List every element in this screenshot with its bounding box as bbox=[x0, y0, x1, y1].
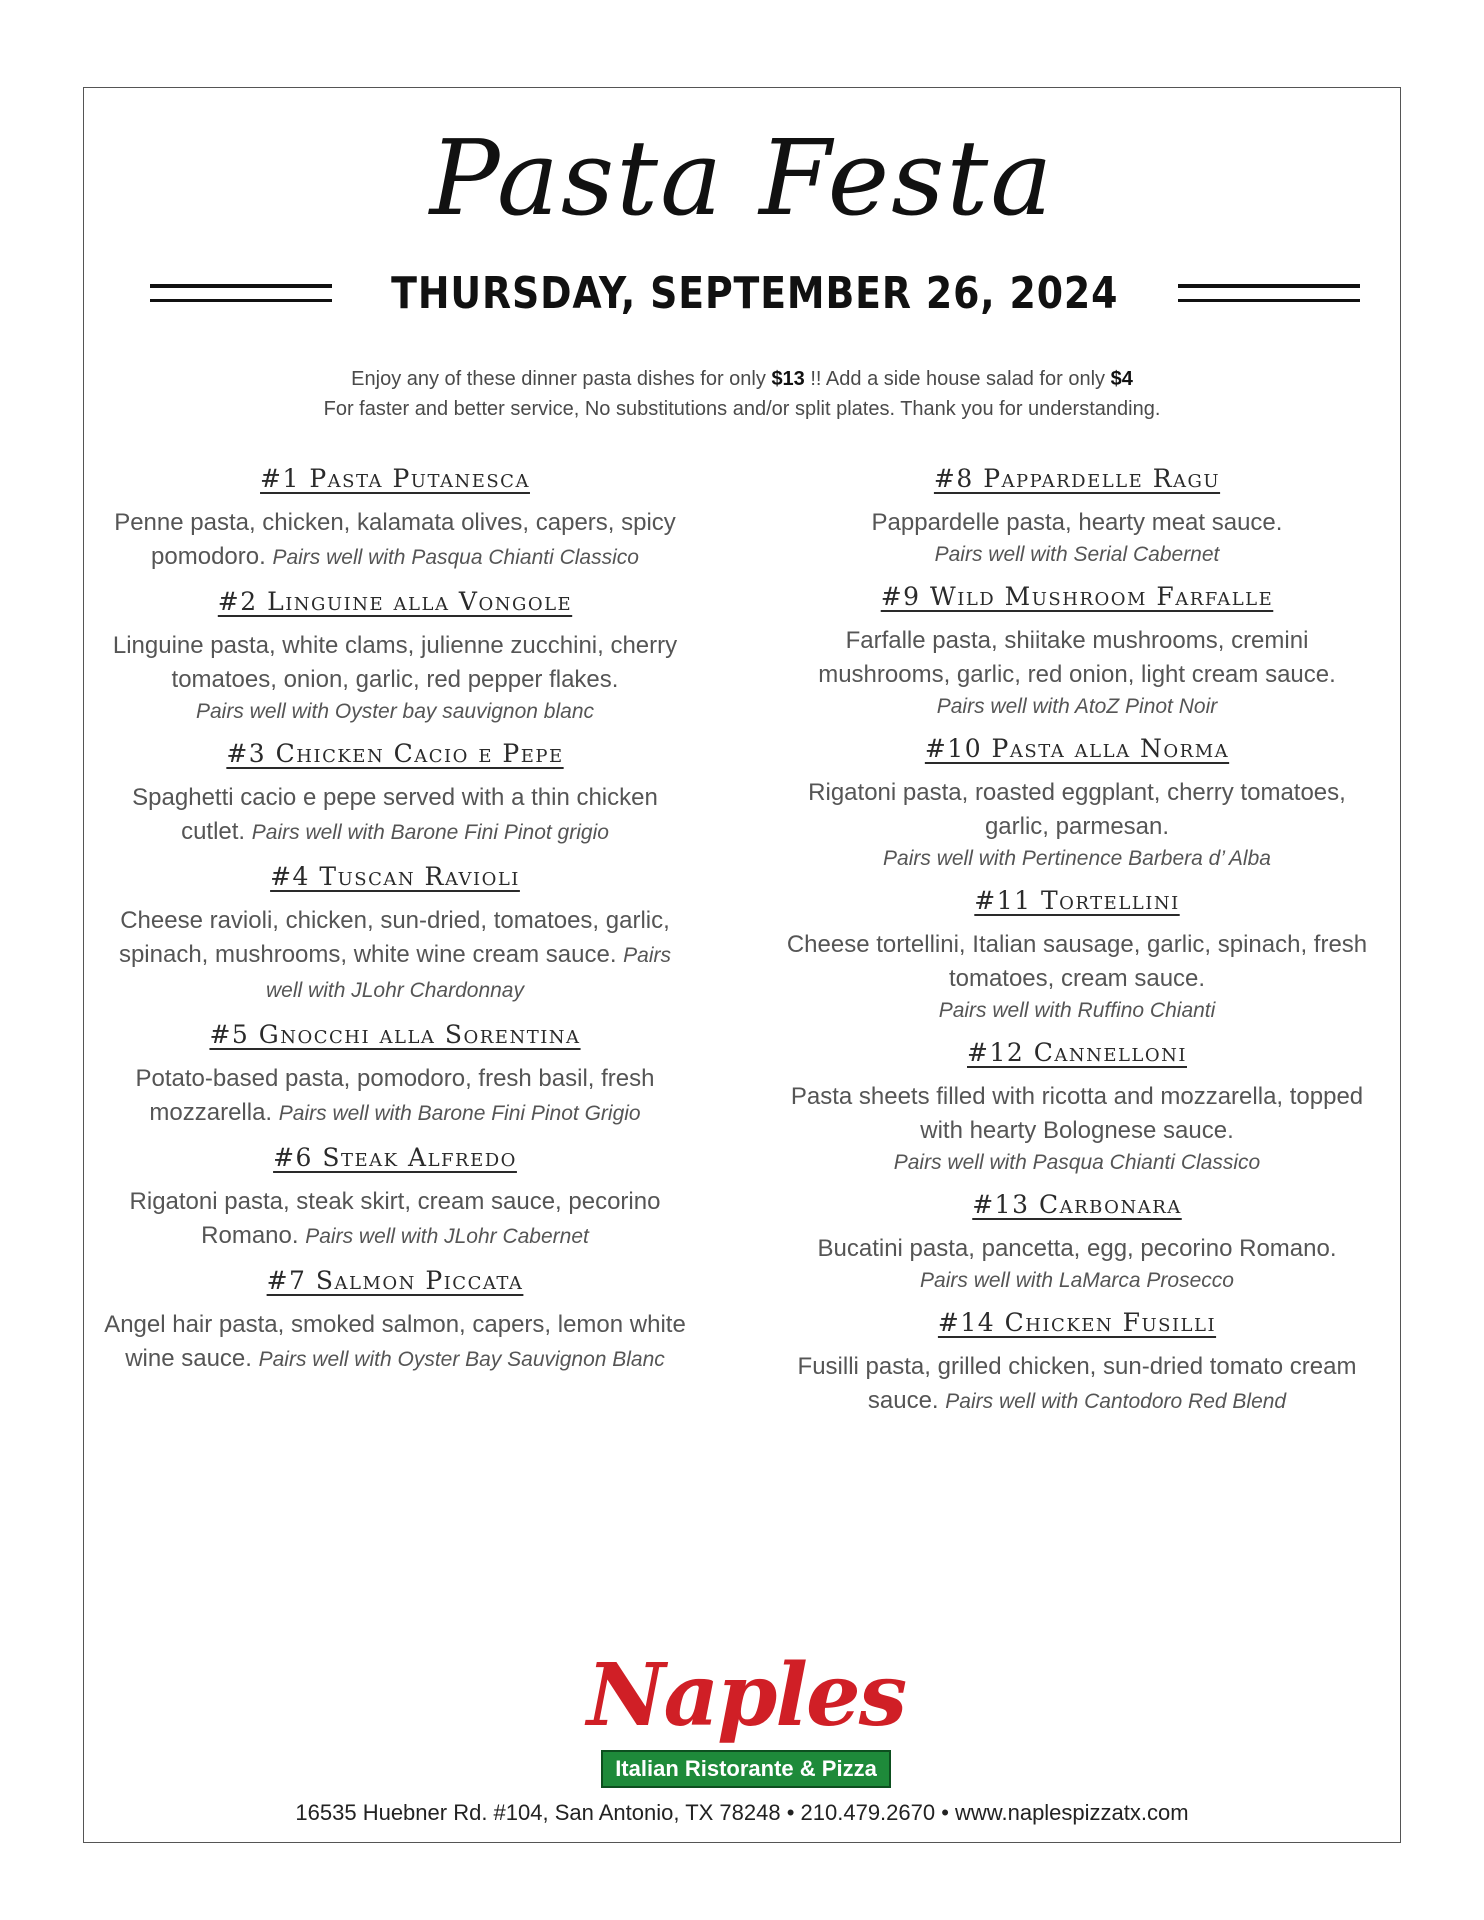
wine-pairing: Pairs well with JLohr Cabernet bbox=[305, 1225, 589, 1248]
wine-pairing: Pairs well with JLohr Chardonnay bbox=[266, 944, 672, 1002]
menu-item bbox=[95, 462, 695, 575]
intro-line-1: Enjoy any of these dinner pasta dishes for only $13 !! Add a side house salad for only $4 bbox=[351, 368, 1133, 390]
menu-item-description: Farfalle pasta, shiitake mushrooms, cremini mushrooms, garlic, red onion, light cream sauce. bbox=[818, 627, 1336, 688]
menu-item-description: Pappardelle pasta, hearty meat sauce. bbox=[871, 509, 1283, 536]
menu-item-description: Rigatoni pasta, steak skirt, cream sauce, pecorino Romano. bbox=[129, 1188, 661, 1249]
menu-item bbox=[777, 580, 1377, 722]
menu-item-description: Penne pasta, chicken, kalamata olives, capers, spicy pomodoro. bbox=[114, 509, 676, 570]
menu-item-title: #13 Carbonara bbox=[972, 1190, 1182, 1219]
menu-item bbox=[777, 884, 1377, 1026]
menu-item bbox=[777, 732, 1377, 874]
menu-item-title: #10 Pasta alla Norma bbox=[924, 734, 1230, 763]
menu-item bbox=[777, 1036, 1377, 1178]
dish-price: $13 bbox=[771, 368, 805, 390]
menu-item-title: #8 Pappardelle Ragu bbox=[933, 464, 1221, 493]
restaurant-logo bbox=[568, 1646, 924, 1796]
menu-item bbox=[95, 860, 695, 1008]
menu-item-title: #5 Gnocchi alla Sorentina bbox=[209, 1020, 581, 1049]
intro-text bbox=[0, 364, 1484, 424]
menu-item bbox=[95, 1141, 695, 1254]
menu-item-title: #3 Chicken Cacio e Pepe bbox=[226, 739, 564, 768]
menu-item-title: #1 Pasta Putanesca bbox=[260, 464, 530, 493]
menu-item bbox=[95, 1264, 695, 1377]
menu-item bbox=[777, 1306, 1377, 1419]
logo-tagline: Italian Ristorante & Pizza bbox=[601, 1750, 891, 1788]
wine-pairing: Pairs well with AtoZ Pinot Noir bbox=[936, 695, 1218, 718]
menu-item-description: Cheese ravioli, chicken, sun-dried, tomatoes, garlic, spinach, mushrooms, white wine cream sauce. bbox=[118, 907, 670, 968]
menu-item-description: Cheese tortellini, Italian sausage, garlic, spinach, fresh tomatoes, cream sauce. bbox=[786, 931, 1368, 992]
menu-item bbox=[777, 462, 1377, 570]
menu-item bbox=[777, 1188, 1377, 1296]
left-double-rule bbox=[150, 282, 332, 304]
wine-pairing: Pairs well with Ruffino Chianti bbox=[938, 999, 1216, 1022]
menu-item-description: Rigatoni pasta, roasted eggplant, cherry tomatoes, garlic, parmesan. bbox=[808, 779, 1346, 840]
wine-pairing: Pairs well with Oyster bay sauvignon blanc bbox=[195, 700, 594, 723]
menu-column-right bbox=[777, 462, 1377, 1429]
menu-item-title: #11 Tortellini bbox=[974, 886, 1180, 915]
intro-line-2: For faster and better service, No substitutions and/or split plates. Thank you for understanding. bbox=[323, 398, 1161, 420]
menu-item-description: Potato-based pasta, pomodoro, fresh basil, fresh mozzarella. bbox=[135, 1065, 655, 1126]
menu-item-title: #6 Steak Alfredo bbox=[273, 1143, 517, 1172]
menu-item-title: #14 Chicken Fusilli bbox=[937, 1308, 1217, 1337]
menu-item-title: #4 Tuscan Ravioli bbox=[270, 862, 520, 891]
right-double-rule bbox=[1178, 282, 1360, 304]
wine-pairing: Pairs well with Barone Fini Pinot Grigio bbox=[278, 1102, 641, 1125]
menu-column-left bbox=[95, 462, 695, 1387]
menu-item bbox=[95, 585, 695, 727]
wine-pairing: Pairs well with Oyster Bay Sauvignon Blanc bbox=[258, 1348, 665, 1371]
event-date: THURSDAY, SEPTEMBER 26, 2024 bbox=[391, 267, 1119, 319]
menu-item-description: Linguine pasta, white clams, julienne zucchini, cherry tomatoes, onion, garlic, red pepper flakes. bbox=[112, 632, 678, 693]
wine-pairing: Pairs well with Pasqua Chianti Classico bbox=[272, 546, 639, 569]
menu-item-title: #9 Wild Mushroom Farfalle bbox=[880, 582, 1274, 611]
salad-price: $4 bbox=[1110, 368, 1133, 390]
menu-item-description: Fusilli pasta, grilled chicken, sun-dried tomato cream sauce. bbox=[797, 1353, 1357, 1414]
page-title: Pasta Festa bbox=[429, 117, 1055, 239]
wine-pairing: Pairs well with Barone Fini Pinot grigio bbox=[251, 821, 609, 844]
wine-pairing: Pairs well with Serial Cabernet bbox=[934, 543, 1220, 566]
wine-pairing: Pairs well with Cantodoro Red Blend bbox=[945, 1390, 1287, 1413]
date-banner bbox=[150, 258, 1360, 328]
menu-item bbox=[95, 1018, 695, 1131]
footer-contact: 16535 Huebner Rd. #104, San Antonio, TX 78248 • 210.479.2670 • www.naplespizzatx.com bbox=[295, 1800, 1189, 1825]
menu-item bbox=[95, 737, 695, 850]
menu-item-title: #2 Linguine alla Vongole bbox=[217, 587, 573, 616]
menu-item-description: Pasta sheets filled with ricotta and mozzarella, topped with hearty Bolognese sauce. bbox=[790, 1083, 1364, 1144]
menu-item-description: Angel hair pasta, smoked salmon, capers, lemon white wine sauce. bbox=[104, 1311, 686, 1372]
wine-pairing: Pairs well with LaMarca Prosecco bbox=[920, 1269, 1234, 1292]
menu-item-description: Spaghetti cacio e pepe served with a thin chicken cutlet. bbox=[132, 784, 658, 845]
menu-item-title: #7 Salmon Piccata bbox=[266, 1266, 524, 1295]
wine-pairing: Pairs well with Pasqua Chianti Classico bbox=[893, 1151, 1261, 1174]
menu-item-description: Bucatini pasta, pancetta, egg, pecorino Romano. bbox=[817, 1235, 1337, 1262]
wine-pairing: Pairs well with Pertinence Barbera d’ Alba bbox=[883, 847, 1271, 870]
logo-wordmark: Naples bbox=[586, 1645, 906, 1746]
menu-item-title: #12 Cannelloni bbox=[967, 1038, 1187, 1067]
